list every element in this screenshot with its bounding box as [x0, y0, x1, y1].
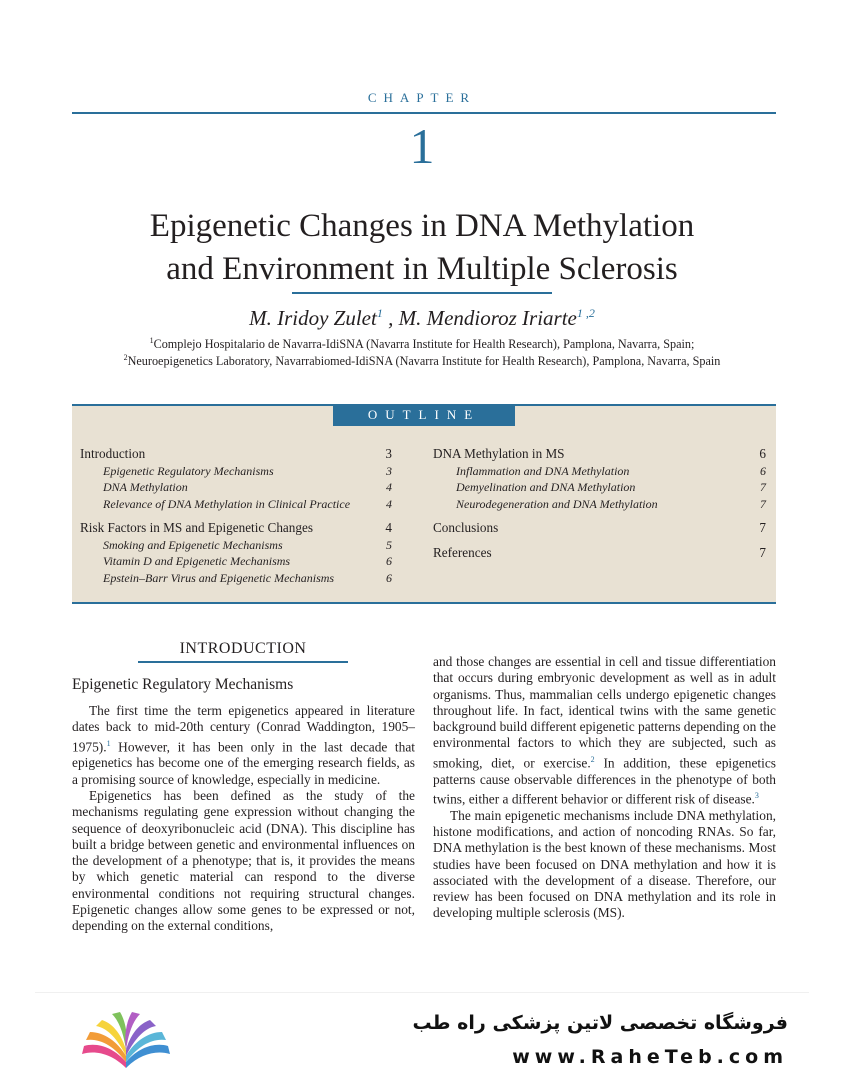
title-underline — [292, 292, 552, 294]
toc-subitem[interactable] — [433, 496, 766, 513]
toc-subitem[interactable] — [433, 479, 766, 496]
toc-item-label: Inflammation and DNA Methylation — [456, 463, 630, 478]
toc-subitem[interactable] — [433, 463, 766, 480]
title-line-2: and Environment in Multiple Sclerosis — [166, 251, 678, 287]
toc-subitem[interactable] — [80, 570, 392, 587]
shop-name: فروشگاه تخصصی لاتین پزشکی راه طب — [412, 1012, 788, 1034]
toc-item-label: Vitamin D and Epigenetic Mechanisms — [103, 554, 291, 568]
toc-item-page: 5 — [386, 537, 392, 552]
author-separator: , — [382, 306, 399, 330]
toc-item-page: 6 — [386, 554, 392, 568]
subsection-heading: Epigenetic Regulatory Mechanisms — [72, 676, 294, 693]
toc-item-label: Relevance of DNA Methylation in Clinical Practice — [103, 496, 351, 511]
paragraph: The main epigenetic mechanisms include DNA methylation, histone modifications, and action of noncoding RNAs. So far, DNA methylation is the best known of these mechanisms. Most studies have been focused on DNA methylation and how it is associated with the development of a disease. Therefore, our review has been focused on DNA methylation and its role in developing multiple sclerosis (MS). — [433, 807, 776, 921]
outline-right-column — [433, 446, 766, 561]
body-left-column — [72, 703, 415, 935]
chapter-label: CHAPTER — [367, 90, 477, 105]
toc-item[interactable] — [80, 446, 392, 463]
toc-item-page: 7 — [760, 496, 766, 511]
toc-item-page: 6 — [760, 463, 766, 478]
author-2-affiliation[interactable]: 1 ,2 — [576, 306, 595, 320]
open-book-logo-icon — [78, 1010, 174, 1074]
toc-item-page: 4 — [385, 520, 392, 535]
toc-item-page: 3 — [386, 463, 392, 478]
toc-item[interactable] — [80, 520, 392, 537]
toc-item-label: Risk Factors in MS and Epigenetic Changes — [80, 520, 313, 535]
toc-item-label: Introduction — [80, 446, 146, 461]
outline-label: OUTLINE — [333, 404, 515, 426]
toc-item-label: DNA Methylation — [103, 480, 188, 494]
title-line-1: Epigenetic Changes in DNA Methylation — [149, 208, 695, 244]
body-right-column — [433, 654, 776, 922]
toc-item-page: 7 — [759, 520, 766, 535]
toc-subitem[interactable] — [80, 463, 392, 480]
author-1-affiliation[interactable]: 1 — [376, 306, 383, 320]
toc-item-page: 6 — [759, 446, 766, 461]
toc-item-label: Epstein–Barr Virus and Epigenetic Mechanisms — [103, 570, 335, 585]
chapter-title — [60, 205, 784, 291]
section-underline — [138, 661, 348, 663]
author-line — [0, 298, 844, 333]
affiliation-1-marker: 1 — [149, 336, 154, 345]
toc-subitem[interactable] — [80, 496, 392, 513]
section-heading: INTRODUCTION — [179, 640, 307, 657]
toc-subitem[interactable] — [80, 479, 392, 496]
toc-item-label: References — [433, 544, 492, 560]
affiliation-1-text: Complejo Hospitalario de Navarra-IdiSNA (Navarra Institute for Health Research), Pamplona, Navarra, Spain; — [153, 337, 695, 352]
toc-item-label: Conclusions — [433, 520, 499, 535]
chapter-number: 1 — [409, 118, 435, 174]
citation-link[interactable]: 1 — [106, 738, 111, 748]
author-2: M. Mendioroz Iriarte — [398, 306, 577, 330]
toc-item-label: Neurodegeneration and DNA Methylation — [456, 496, 658, 511]
toc-item-page: 3 — [385, 446, 392, 461]
toc-subitem[interactable] — [80, 553, 392, 570]
outline-left-column — [80, 446, 392, 586]
toc-item-page: 4 — [386, 496, 392, 511]
citation-link[interactable]: 3 — [754, 790, 759, 800]
toc-item-page: 4 — [386, 480, 392, 494]
paragraph-text: However, it has been only in the last decade that epigenetics has become one of the emerging research fields, as a promising source of knowledge, especially in medicine. — [72, 739, 415, 787]
paragraph-text: In addition, these epigenetics patterns cause observable differences in the phenotype of both twins, either a different behavior or different risk of disease. — [433, 755, 776, 807]
toc-item-page: 7 — [760, 480, 766, 494]
paragraph: Epigenetics has been defined as the study of the mechanisms regulating gene expression without changing the sequence of deoxyribonucleic acid (DNA). This discipline has built a bridge between genetic and environmental influences on the development of a phenotype; that is, it provides the means by which genetic material can respond to the diverse environmental conditions not requiring structural changes. Epigenetic changes allow some genes to be expressed or not, depending on the external conditions, — [72, 787, 415, 934]
toc-item-label: Epigenetic Regulatory Mechanisms — [103, 463, 274, 478]
toc-item-label: DNA Methylation in MS — [433, 446, 565, 461]
paragraph — [433, 654, 776, 808]
paragraph — [72, 703, 415, 788]
toc-item[interactable] — [433, 446, 766, 463]
paragraph-text: The first time the term epigenetics appeared in literature dates back to mid-20th century (Conrad Waddington, 1905–1975). — [72, 703, 415, 755]
toc-item[interactable] — [433, 545, 766, 562]
shop-url-link[interactable]: www.RaheTeb.com — [512, 1046, 788, 1068]
author-1: M. Iridoy Zulet — [249, 306, 377, 330]
citation-link[interactable]: 2 — [590, 754, 595, 764]
toc-item-page: 7 — [759, 544, 766, 560]
toc-subitem[interactable] — [80, 537, 392, 554]
affiliation-2 — [40, 350, 804, 369]
paragraph-text: and those changes are essential in cell and tissue differentiation that occurs during embryonic development as well as in adult organisms. Thus, mammalian cells undergo epigenetic changes throughout life. In fact, identical twins with the same genetic background build different epigenetic patterns depending on the environmental factors to which they are subjected, such as smoking, diet, or exercise. — [433, 654, 776, 771]
affiliation-2-marker: 2 — [123, 353, 128, 362]
affiliation-2-text: Neuroepigenetics Laboratory, Navarrabiomed-IdiSNA (Navarra Institute for Health Research), Pamplona, Navarra, Spain — [127, 354, 721, 369]
toc-item-page: 6 — [386, 570, 392, 585]
toc-item[interactable] — [433, 520, 766, 537]
toc-item-label: Smoking and Epigenetic Mechanisms — [103, 537, 283, 552]
toc-item-label: Demyelination and DNA Methylation — [456, 480, 636, 494]
